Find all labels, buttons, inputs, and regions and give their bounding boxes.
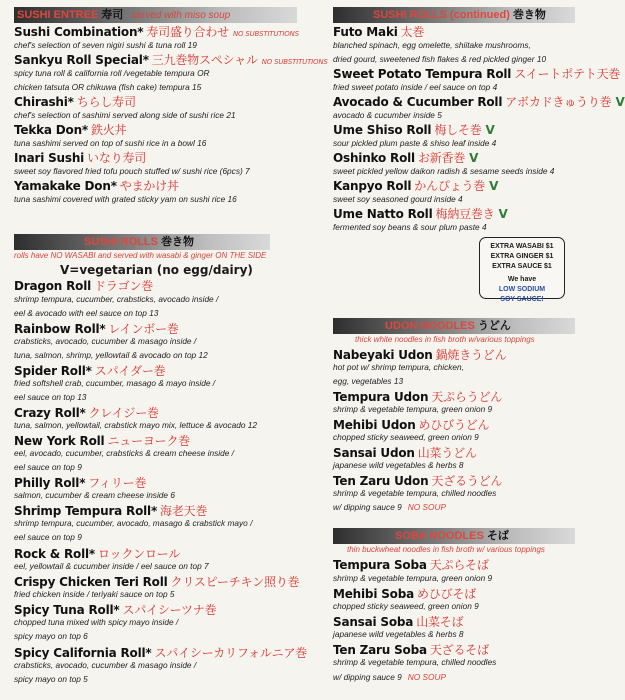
menu-item-desc: sweet soy seasoned gourd inside 4 (333, 194, 463, 204)
section-title: SUSHI ROLLS (84, 236, 158, 248)
menu-item-name: Yamakake Don* やまかけ丼 (14, 179, 179, 193)
menu-item-desc: shrimp & vegetable tempura, green onion 9 (333, 404, 493, 414)
menu-item-desc: eel, yellowtail & cucumber inside / eel sauce on top 7 (14, 561, 209, 571)
menu-item-desc: blanched spinach, egg omelette, shiitake mushrooms, (333, 40, 531, 50)
menu-item-desc: spicy tuna roll & california roll /vegetable tempura OR (14, 68, 210, 78)
extras-box (479, 237, 565, 303)
menu-item-desc: shrimp & vegetable tempura, chilled noodles (333, 488, 497, 498)
menu-item-name: Oshinko Roll お新香巻 V (333, 151, 479, 165)
menu-item-desc: crabsticks, avocado, cucumber & masago inside / (14, 336, 197, 346)
menu-item-desc: sour pickled plum paste & shiso leaf inside 4 (333, 138, 497, 148)
menu-item-desc: fermented soy beans & sour plum paste 4 (333, 222, 487, 232)
menu-item-desc: egg, vegetables 13 (333, 376, 404, 386)
menu-item-desc: japanese wild vegetables & herbs 8 (333, 629, 464, 639)
soy-sauce-label: SOY SAUCE! (500, 296, 544, 303)
extra-ginger: EXTRA GINGER $1 (490, 253, 554, 260)
menu-item-desc: tuna sashimi served on top of sushi rice in a bowl 16 (14, 138, 207, 148)
menu-item-name: Nabeyaki Udon 鍋焼きうどん (333, 348, 507, 362)
sushi-rolls-header (14, 234, 270, 250)
menu-item-name: Tempura Udon 天ぷらうどん (333, 390, 503, 404)
menu-item-name: Shrimp Tempura Roll* 海老天巻 (14, 504, 208, 518)
menu-item-name: Mehibi Soba めひびそば (333, 587, 477, 601)
menu-item-desc: tuna sashimi covered with grated sticky yam on sushi rice 16 (14, 194, 237, 204)
menu-item-name: Spider Roll* スパイダー巻 (14, 364, 166, 378)
menu-item-name: Spicy Tuna Roll* スパイシーツナ巻 (14, 603, 217, 617)
menu-item-desc: fried sweet potato inside / eel sauce on top 4 (333, 82, 498, 92)
menu-item-name: Chirashi* ちらし寿司 (14, 95, 136, 109)
menu-item-desc: crabsticks, avocado, cucumber & masago inside / (14, 660, 197, 670)
soba-header (333, 528, 575, 544)
menu-item-name: Sankyu Roll Special* 三九巻物スペシャル NO SUBSTITUTIONS (14, 53, 328, 67)
menu-item-desc: eel sauce on top 9 (14, 462, 82, 472)
menu-item-desc: shrimp & vegetable tempura, chilled noodles (333, 657, 497, 667)
menu-item-name: Ume Natto Roll 梅納豆巻き V (333, 207, 508, 221)
menu-item-name: Kanpyo Roll かんぴょう巻 V (333, 179, 499, 193)
menu-item-desc: chef's selection of seven nigiri sushi & tuna roll 19 (14, 40, 197, 50)
extra-wasabi: EXTRA WASABI $1 (490, 243, 554, 250)
menu-item-desc: eel, avocado, cucumber, crabsticks & cream cheese inside / (14, 448, 234, 458)
menu-item-desc: sweet pickled yellow daikon radish & sesame seeds inside 4 (333, 166, 555, 176)
menu-item-name: Spicy California Roll* スパイシーカリフォルニア巻 (14, 646, 308, 660)
sushi-entree-header (14, 7, 297, 23)
menu-item-name: New York Roll ニューヨーク巻 (14, 434, 191, 448)
menu-item-desc: shrimp tempura, cucumber, crabsticks, avocado inside / (14, 294, 219, 304)
section-title: SUSHI ENTREE (17, 9, 99, 21)
menu-item-desc: eel & avocado with eel sauce on top 13 (14, 308, 159, 318)
menu-item-name: Sweet Potato Tempura Roll スイートポテト天巻 (333, 67, 621, 81)
section-title-jp: 巻き物 (512, 9, 546, 21)
menu-item-name: Tempura Soba 天ぷらそば (333, 558, 489, 572)
menu-item-desc: shrimp & vegetable tempura, green onion 9 (333, 573, 493, 583)
menu-item-name: Sushi Combination* 寿司盛り合わせ NO SUBSTITUTIONS (14, 25, 299, 39)
we-have-label: We have (507, 276, 537, 283)
section-title-jp: うどん (477, 320, 511, 332)
menu-item-desc: chef's selection of sashimi served along side of sushi rice 21 (14, 110, 236, 120)
menu-item-desc: avocado & cucumber inside 5 (333, 110, 442, 120)
menu-item-name: Futo Maki 太巻 (333, 25, 425, 39)
menu-item-desc: spicy mayo on top 5 (14, 674, 88, 684)
menu-item-desc: dried gourd, sweetened fish flakes & red pickled ginger 10 (333, 54, 547, 64)
menu-item-name: Sansai Udon 山菜うどん (333, 446, 477, 460)
section-title-jp: そば (486, 530, 509, 542)
menu-item-desc: chopped sticky seaweed, green onion 9 (333, 601, 479, 611)
menu-item-name: Avocado & Cucumber Roll アボカドきゅうり巻 V (333, 95, 625, 109)
vegetarian-legend: V=vegetarian (no egg/dairy) (60, 263, 253, 277)
menu-item-name: Ten Zaru Soba 天ざるそば (333, 643, 489, 657)
extra-sauce: EXTRA SAUCE $1 (492, 263, 552, 270)
udon-header (333, 318, 575, 334)
menu-item-desc: eel sauce on top 9 (14, 532, 82, 542)
menu-item-desc: chicken tatsuta OR chikuwa (fish cake) tempura 15 (14, 82, 202, 92)
menu-item-name: Crazy Roll* クレイジー巻 (14, 406, 159, 420)
menu-item-name: Tekka Don* 鉄火丼 (14, 123, 127, 137)
menu-item-name: Rainbow Roll* レインボー巻 (14, 322, 179, 336)
menu-item-name: Philly Roll* フィリー巻 (14, 476, 147, 490)
menu-item-desc: shrimp tempura, cucumber, avocado, masago & crabstick mayo / (14, 518, 253, 528)
menu-item-desc: tuna, salmon, shrimp, yellowtail & avocado on top 12 (14, 350, 208, 360)
menu-item-desc: salmon, cucumber & cream cheese inside 6 (14, 490, 175, 500)
section-title: SOBA NOODLES (395, 530, 484, 542)
menu-item-desc: w/ dipping sauce 9 NO SOUP (333, 502, 446, 512)
menu-item-name: Ume Shiso Roll 梅しそ巻 V (333, 123, 495, 137)
section-title-jp: 巻き物 (160, 236, 194, 248)
menu-item-desc: chopped sticky seaweed, green onion 9 (333, 432, 479, 442)
menu-item-desc: tuna, salmon, yellowtail, crabstick mayo mix, lettuce & avocado 12 (14, 420, 258, 430)
section-subtitle: rolls have NO WASABI and served with wasabi & ginger ON THE SIDE (14, 251, 267, 260)
menu-item-desc: w/ dipping sauce 9 NO SOUP (333, 672, 446, 682)
menu-item-desc: japanese wild vegetables & herbs 8 (333, 460, 464, 470)
menu-item-name: Inari Sushi いなり寿司 (14, 151, 147, 165)
menu-item-desc: chopped tuna mixed with spicy mayo inside / (14, 617, 179, 627)
menu-item-desc: hot pot w/ shrimp tempura, chicken, (333, 362, 464, 372)
menu-item-name: Rock & Roll* ロックンロール (14, 547, 181, 561)
section-title: SUSHI ROLLS (continued) (373, 9, 510, 21)
menu-item-name: Ten Zaru Udon 天ざるうどん (333, 474, 503, 488)
menu-item-desc: eel sauce on top 13 (14, 392, 87, 402)
sushi-rolls-continued-header (333, 7, 575, 23)
section-title-jp: 寿司 (101, 9, 124, 21)
section-subtitle: thick white noodles in fish broth w/various toppings (355, 335, 535, 344)
low-sodium-label: LOW SODIUM (498, 286, 546, 293)
section-subtitle: thin buckwheat noodles in fish broth w/ various toppings (347, 545, 545, 554)
section-title: UDON NOODLES (385, 320, 475, 332)
menu-item-name: Dragon Roll ドラゴン巻 (14, 279, 154, 293)
section-note: served with miso soup (131, 10, 231, 21)
menu-item-desc: spicy mayo on top 6 (14, 631, 88, 641)
menu-item-name: Sansai Soba 山菜そば (333, 615, 464, 629)
menu-item-name: Mehibi Udon めひびうどん (333, 418, 490, 432)
menu-item-desc: fried softshell crab, cucumber, masago & mayo inside / (14, 378, 216, 388)
menu-item-name: Crispy Chicken Teri Roll クリスピーチキン照り巻 (14, 575, 300, 589)
menu-item-desc: sweet soy flavored fried tofu pouch stuffed w/ sushi rice (6pcs) 7 (14, 166, 250, 176)
menu-item-desc: fried chicken inside / teriyaki sauce on top 5 (14, 589, 175, 599)
